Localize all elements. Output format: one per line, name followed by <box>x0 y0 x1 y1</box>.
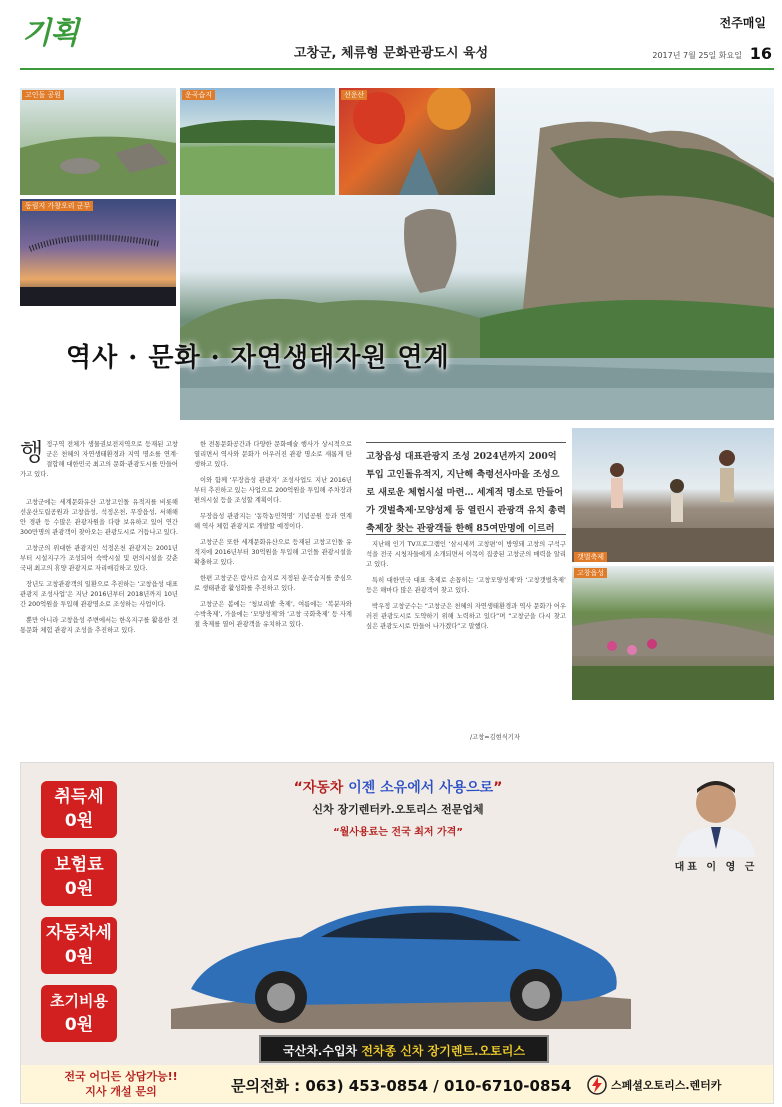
lightning-logo <box>587 1075 607 1095</box>
ad-benefit-box <box>41 849 117 906</box>
ad-benefit-label: 자동차세 <box>46 923 112 943</box>
ad-footer <box>21 1065 774 1104</box>
ceo-photo <box>661 769 771 857</box>
ad-brand: 스페셜오토리스.렌터카 <box>611 1079 722 1092</box>
ad-benefit-value: 0원 <box>64 879 94 899</box>
ad-slogan-highlight: 이젠 소유에서 사용으로 <box>348 780 494 796</box>
ad-subtitle: 신차 장기렌터카.오토리스 전문업체 <box>312 803 484 816</box>
dateline: 2017년 7월 25일 화요일 <box>652 51 742 60</box>
photo-mudflat-festival <box>572 428 774 562</box>
autumn-image <box>339 88 495 195</box>
paragraph: 박우정 고창군수는 “고창군은 천혜의 자연생태환경과 역사 문화가 어우러진 관광도시로 도약하기 위해 노력하고 있다”며 “고창군을 다시 찾고 싶은 관광도시로 만들어 나가겠다”고 말했다. <box>366 603 566 630</box>
wetland-image <box>180 88 335 195</box>
lead-paragraph: 정구역 전체가 생물권보전지역으로 등재된 고창군은 천혜의 자연생태환경과 지역 명소를 연계·결합해 대한민국 최고의 문화·관광도시를 만들어가고 있다. <box>20 441 178 478</box>
dropcap: 행 <box>20 440 44 466</box>
eupseong-image <box>572 566 774 700</box>
article-column-3 <box>366 540 566 730</box>
ad-slogan-pre: “자동차 <box>293 780 349 796</box>
paragraph: 뿐만 아니라 고창읍성 주변에서는 한옥지구를 활용한 전통문화 체험 관광지 조성을 추진하고 있다. <box>20 617 178 634</box>
ad-branch-inquiry: 지사 개설 문의 <box>85 1085 157 1098</box>
festival-image <box>572 428 774 562</box>
ad-benefit-value: 0원 <box>64 1015 94 1035</box>
paragraph: 장년도 고창관광객의 일환으로 추진하는 ‘고창읍성 대표관광지 조성사업’은 지난 2016년부터 2018년까지 10년간 200억원을 투입해 관광명소로 조성하는 사업이다. <box>20 581 178 608</box>
ad-slogan-post: ” <box>493 780 503 796</box>
photo-ungok-wetland <box>180 88 335 195</box>
subhead: 고창읍성 대표관광지 조성 2024년까지 200억 투입 고인돌유적지, 지난해 축령선사마을 조성으로 새로운 체험시설 마련… 세계적 명소로 만들어가 갯벌축제·모양성제 등 열린시 관광객 유치 총력 축제장 찾는 관광객들 한해 85여만명에 이르러 <box>366 451 566 534</box>
ad-benefit-value: 0원 <box>64 947 94 967</box>
photo-donglim-birds <box>20 199 176 306</box>
caption-wetland: 운곡습지 <box>182 90 215 100</box>
caption-dolmen: 고인돌 공원 <box>22 90 64 100</box>
ad-benefit-value: 0원 <box>64 811 94 831</box>
ad-footer-left <box>41 1069 201 1099</box>
caption-seonunsan: 선운산 <box>341 90 367 100</box>
ceo-caption: 대표 이 영 근 <box>674 862 758 873</box>
page-number: 16 <box>749 44 772 63</box>
byline: /고창=김현식기자 <box>470 734 520 741</box>
ad-benefit-label: 보험료 <box>54 855 104 875</box>
ad-benefit-box <box>41 917 117 974</box>
ad-banner <box>259 1035 549 1063</box>
paragraph: 고창군은 봄에는 ‘청보리밭 축제’, 여름에는 ‘복분자와 수박축제’, 가을에는 ‘모양성제’와 ‘고창 국화축제’ 등 사계절 축제를 열어 관광객을 유치하고 있다. <box>194 601 352 628</box>
ad-banner-prefix: 국산차.수입차 <box>283 1044 362 1058</box>
page-headline: 고창군, 체류형 문화관광도시 육성 <box>293 46 489 61</box>
paragraph: 무장읍성 관광지는 ‘동학농민혁명’ 기념공원 등과 연계해 역사 체험 관광지로 개발할 예정이다. <box>194 513 352 530</box>
photo-seonunsan-autumn <box>339 88 495 195</box>
article-title: 역사 · 문화 · 자연생태자원 연계 <box>66 343 450 373</box>
ad-benefit-label: 초기비용 <box>50 992 108 1010</box>
paragraph: 특히 대한민국 대표 축제로 손꼽히는 ‘고창모양성제’와 ‘고창갯벌축제’ 등은 해마다 많은 관광객이 찾고 있다. <box>366 577 566 594</box>
sports-car-image <box>171 879 631 1029</box>
dolmen-image <box>20 88 176 195</box>
paragraph: 이와 함께 ‘무장읍성 관광지’ 조성사업도 지난 2016년부터 추진하고 있는 사업으로 200억원을 투입해 주차장과 편의시설 등을 조성할 계획이다. <box>194 477 352 504</box>
article-column-1 <box>20 440 178 742</box>
ad-benefit-label: 취득세 <box>54 787 104 807</box>
paragraph: 고창군에는 세계문화유산 고창고인돌 유적지를 비롯해 선운산도립공원과 고창읍성, 석정온천, 무장읍성, 서해해안 경관 등 수많은 관광자원을 다량 보유하고 있어 연간 300만명의 관광객이 찾아오는 관광도시로 거듭나고 있다. <box>20 499 178 536</box>
publication-name: 전주매일 <box>719 16 766 30</box>
paragraph: 고창군의 위대한 관광지인 석정온천 관광지는 2001년부터 시설지구가 조성되어 숙박시설 및 편의시설을 갖춘 국내 최고의 휴양 관광지로 자리매김하고 있다. <box>20 545 178 572</box>
subhead-rule-bottom <box>366 534 566 535</box>
paragraph: 고창군은 또한 세계문화유산으로 등재된 고창고인돌 유적지에 2016년부터 30억원을 투입해 고인돌 관광시설을 확충하고 있다. <box>194 539 352 566</box>
paragraph: 한편 고창군은 람사르 습지로 지정된 운곡습지를 중심으로 생태관광 활성화를 추진하고 있다. <box>194 575 352 592</box>
ad-price-claim: “월사용료는 전국 최저 가격” <box>333 827 463 838</box>
section-tag: 기획 <box>22 16 78 51</box>
birds-image <box>20 199 176 306</box>
ad-phone[interactable]: 문의전화 : 063) 453-0854 / 010-6710-0854 <box>231 1077 572 1095</box>
ad-banner-highlight: 전차종 신차 장기렌트.오토리스 <box>361 1044 525 1058</box>
caption-eupseong: 고창읍성 <box>574 568 607 578</box>
subhead-rule-top <box>366 442 566 443</box>
lightning-icon <box>587 1075 607 1095</box>
caption-mudflat: 갯벌축제 <box>574 552 607 562</box>
ad-benefit-box <box>41 985 117 1042</box>
article-column-2 <box>194 440 352 742</box>
ceo-portrait <box>661 769 771 857</box>
caption-birds: 동림지 가창오리 군무 <box>22 201 93 211</box>
photo-dolmen-park <box>20 88 176 195</box>
car-lease-advertisement <box>20 762 774 1104</box>
paragraph: 지난해 인기 TV프로그램인 ‘삼시세끼 고창편’이 방영돼 고창의 구석구석을 전국 시청자들에게 소개되면서 이목이 집중된 고창군의 매력을 알리고 있다. <box>366 541 566 568</box>
ad-nationwide: 전국 어디든 상담가능!! <box>64 1070 178 1083</box>
car-illustration <box>171 879 631 1029</box>
header-rule <box>20 68 774 70</box>
photo-gochang-eupseong <box>572 566 774 700</box>
paragraph: 한 전통문화공간과 다양한 문화예술 행사가 상시적으로 열리면서 역사와 문화가 어우러진 관광 명소로 새롭게 탄생하고 있다. <box>194 441 352 468</box>
